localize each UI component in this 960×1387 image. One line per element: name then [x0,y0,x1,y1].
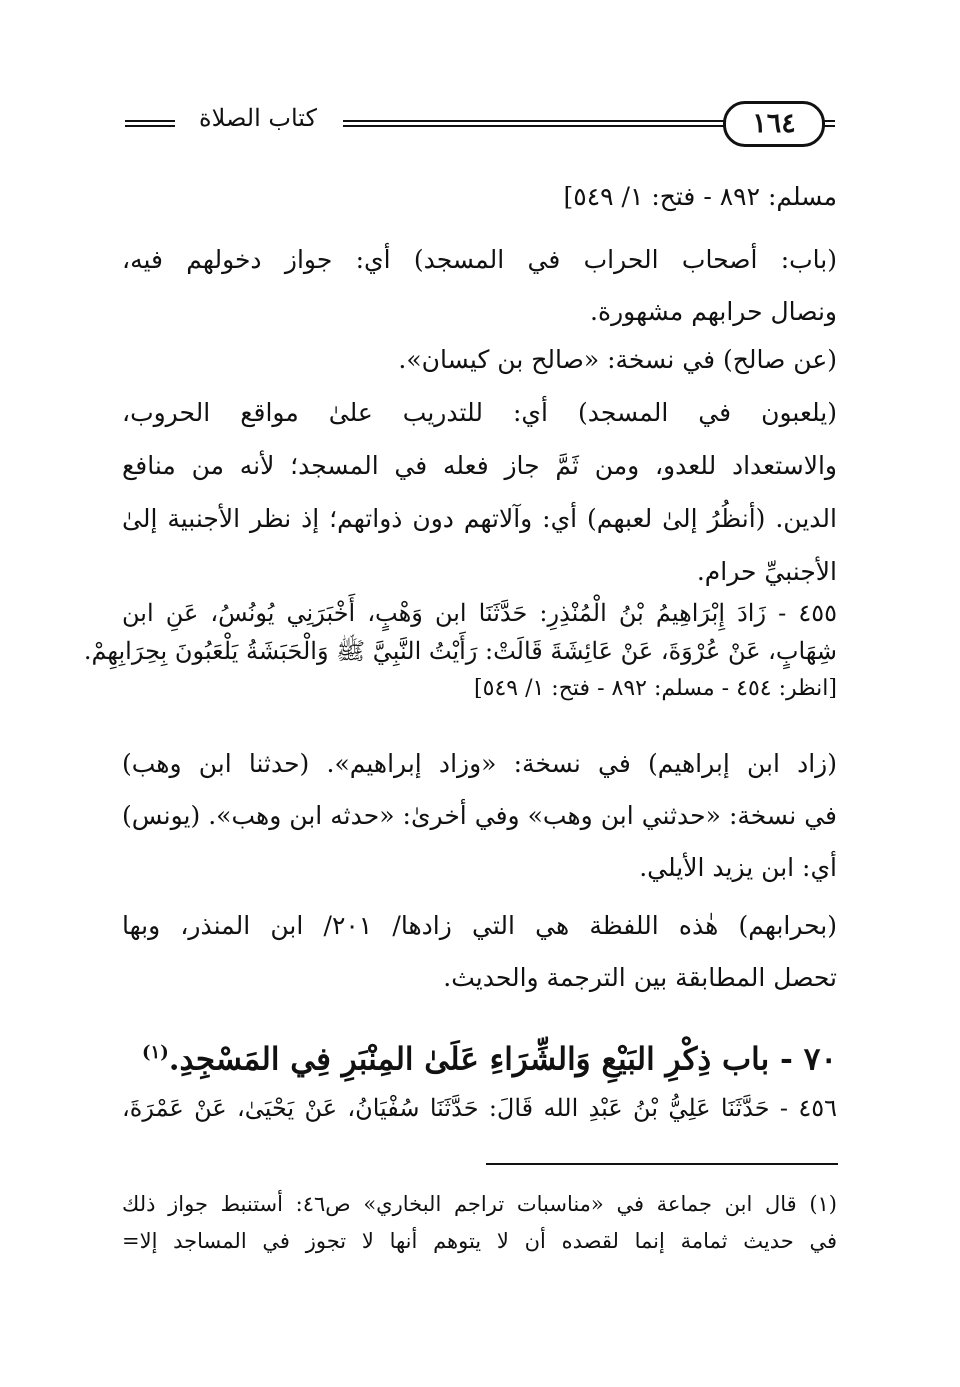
chapter-heading [122,1030,837,1082]
paragraph-yalabun [122,386,837,598]
text-line: (بحرابهم) هٰذه اللفظة هي التي زادها/ ٢٠١/ ابن المنذر، وبها [122,911,837,940]
text-line: (باب: أصحاب الحراب في المسجد) أي: جواز دخولهم فيه، [122,245,837,274]
page-number: ١٦٤ [723,101,825,147]
page-header [125,100,835,150]
text-line: والاستعداد للعدو، ومن ثَمَّ جاز فعله في المسجد؛ لأنه من منافع [122,451,837,480]
book-title: كتاب الصلاة [199,104,317,132]
hadith-456 [122,1086,837,1130]
text-line: ٤٥٦ - حَدَّثَنَا عَلِيُّ بْنُ عَبْدِ الله قَالَ: حَدَّثَنَا سُفْيَانُ، عَنْ يَحْيَىٰ، عَنْ عَمْرَةَ، [122,1094,837,1122]
text-line: مسلم: ٨٩٢ - فتح: ١/ ٥٤٩] [563,182,837,211]
footnote-line: في حديث ثمامة إنما لقصده أن لا يتوهم أنها لا تجوز في المساجد إلا= [122,1229,837,1253]
text-line: في نسخة: «حدثني ابن وهب» وفي أخرىٰ: «حدثه ابن وهب». (يونس) [122,801,837,830]
paragraph-biharabihim [122,900,837,1004]
text-line: تحصل المطابقة بين الترجمة والحديث. [443,963,837,992]
chapter-heading-text: ٧٠ - باب ذِكْرِ البَيْعِ وَالشِّرَاءِ عَلَىٰ المِنْبَرِ فِي المَسْجِدِ. [168,1041,837,1078]
text-line: الأجنبيِّ حرام. [696,557,837,586]
footnote-line: (١) قال ابن جماعة في «مناسبات تراجم البخاري» ص٤٦: أستنبط جواز ذلك [122,1192,837,1216]
text-line: أي: ابن يزيد الأيلي. [639,853,837,882]
text-line: (يلعبون في المسجد) أي: للتدريب علىٰ مواقع الحروب، [122,398,837,427]
text-line: شِهَابٍ، عَنْ عُرْوَةَ، عَنْ عَائِشَةَ قَالَتْ: رَأَيْتُ النَّبِيَّ ﷺ وَالْحَبَشَةُ يَلْعَبُونَ بِحِرَابِهِمْ. [83,637,837,665]
paragraph-salih [122,334,837,386]
text-line: [انظر: ٤٥٤ - مسلم: ٨٩٢ - فتح: ١/ ٥٤٩] [474,676,837,701]
paragraph-bab [122,234,837,338]
text-line: الدين. (أنظُرُ إلىٰ لعبهم) أي: وآلاتهم دون ذواتهم؛ إذ نظر الأجنبية إلىٰ [122,504,837,533]
header-rule-left [125,120,175,127]
paragraph-zad [122,738,837,894]
text-line: ٤٥٥ - زَادَ إِبْرَاهِيمُ بْنُ الْمُنْذِرِ: حَدَّثَنَا ابن وَهْبٍ، أَخْبَرَنِي يُونُسُ، عَنِ ابن [122,599,837,627]
text-line: (زاد ابن إبراهيم) في نسخة: «وزاد إبراهيم». (حدثنا ابن وهب) [122,749,837,778]
text-line: (عن صالح) في نسخة: «صالح بن كيسان». [398,345,837,374]
footnote-marker: (١) [142,1042,169,1063]
footnote-separator [486,1163,838,1165]
text-block-1 [122,178,837,216]
hadith-455 [83,594,837,708]
text-line: ونصال حرابهم مشهورة. [590,297,837,326]
footnote [122,1186,837,1260]
